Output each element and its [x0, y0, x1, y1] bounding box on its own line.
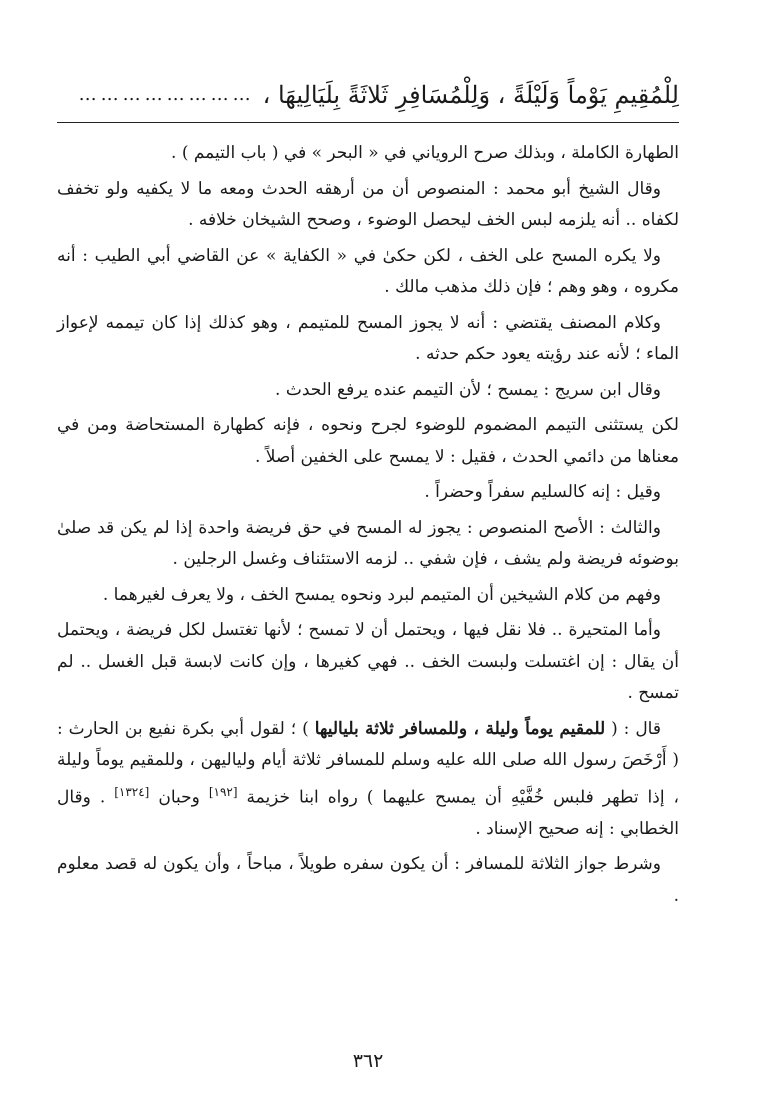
hadith-ref: [١٣٢٤]	[114, 784, 150, 799]
paragraph: وأما المتحيرة .. فلا نقل فيها ، ويحتمل أن لا تمسح ؛ لأنها تغتسل لكل فريضة ، ويحتمل أن يقال : إن اغتسلت ولبست الخف .. فهي كغيرها ، وإن كانت لابسة قبل الغسل .. لم تمسح .	[57, 620, 679, 703]
header-title: لِلْمُقِيمِ يَوْماً وَلَيْلَةً ، وَلِلْمُسَافِرِ ثَلاثَةً بِلَيَالِيهَا ،	[262, 81, 679, 109]
book-page	[57, 40, 679, 1080]
matn-text: للمقيم يوماً وليلة ، وللمسافر ثلاثة بلياليها	[314, 718, 606, 739]
paragraph: لكن يستثنى التيمم المضموم للوضوء لجرح ونحوه ، فإنه كطهارة المستحاضة ومن في معناها من دائمي الحدث ، فقيل : لا يمسح على الخفين أصلاً .	[57, 415, 679, 467]
paragraph: وقال الشيخ أبو محمد : المنصوص أن من أرهقه الحدث ومعه ما لا يكفيه ولو تخفف لكفاه .. أنه يلزمه لبس الخف ليحصل الوضوء ، وصحح الشيخان خلافه .	[57, 178, 679, 230]
paragraph: ولا يكره المسح على الخف ، لكن حكىٰ في « الكفاية » عن القاضي أبي الطيب : أنه مكروه ، وهو وهم ؛ فإن ذلك مذهب مالك .	[57, 245, 679, 297]
paragraph: وقيل : إنه كالسليم سفراً وحضراً .	[424, 482, 661, 502]
header-rule	[57, 122, 679, 123]
page-body	[57, 138, 679, 916]
paragraph: الطهارة الكاملة ، وبذلك صرح الروياني في « البحر » في ( باب التيمم ) .	[171, 143, 679, 163]
page-number: ٣٦٢	[352, 1050, 384, 1072]
running-header	[57, 70, 679, 110]
qala-mid: وحبان	[158, 787, 200, 808]
qala-paragraph	[57, 714, 679, 846]
header-dots: ……………………	[78, 84, 255, 105]
paragraph: وشرط جواز الثلاثة للمسافر : أن يكون سفره طويلاً ، مباحاً ، وأن يكون له قصد معلوم .	[57, 854, 679, 906]
paragraph: والثالث : الأصح المنصوص : يجوز له المسح في حق فريضة واحدة إذا لم يكن قد صلىٰ بوضوئه فريضة ولم يشف ، فإن شفي .. لزمه الاستئناف وغسل الرجلين .	[57, 517, 679, 569]
paragraph: وقال ابن سريج : يمسح ؛ لأن التيمم عنده يرفع الحدث .	[275, 379, 661, 400]
hadith-ref: [١٩٢]	[208, 784, 238, 799]
paragraph: وفهم من كلام الشيخين أن المتيمم لبرد ونحوه يمسح الخف ، ولا يعرف لغيرهما .	[102, 584, 661, 605]
paragraph: وكلام المصنف يقتضي : أنه لا يجوز المسح للمتيمم ، وهو كذلك إذا كان تيممه لإعواز الماء ؛ لأنه عند رؤيته يعود حكم حدثه .	[57, 312, 679, 364]
qala-lead: قال : (	[611, 718, 661, 739]
qala-rest: ) ؛ لقول أبي بكرة نفيع بن الحارث : ( أَرْخَصَ رسول الله صلى الله عليه وسلم للمسافر ثلاثة أيام ولياليهن ، وللمقيم يوماً وليلة ، إذا تطهر فلبس خُفَّيْهِ أن يمسح عليهما ) رواه ابنا خزيمة	[57, 718, 680, 808]
qala-end: . وقال الخطابي : إنه صحيح الإسناد .	[57, 787, 679, 839]
